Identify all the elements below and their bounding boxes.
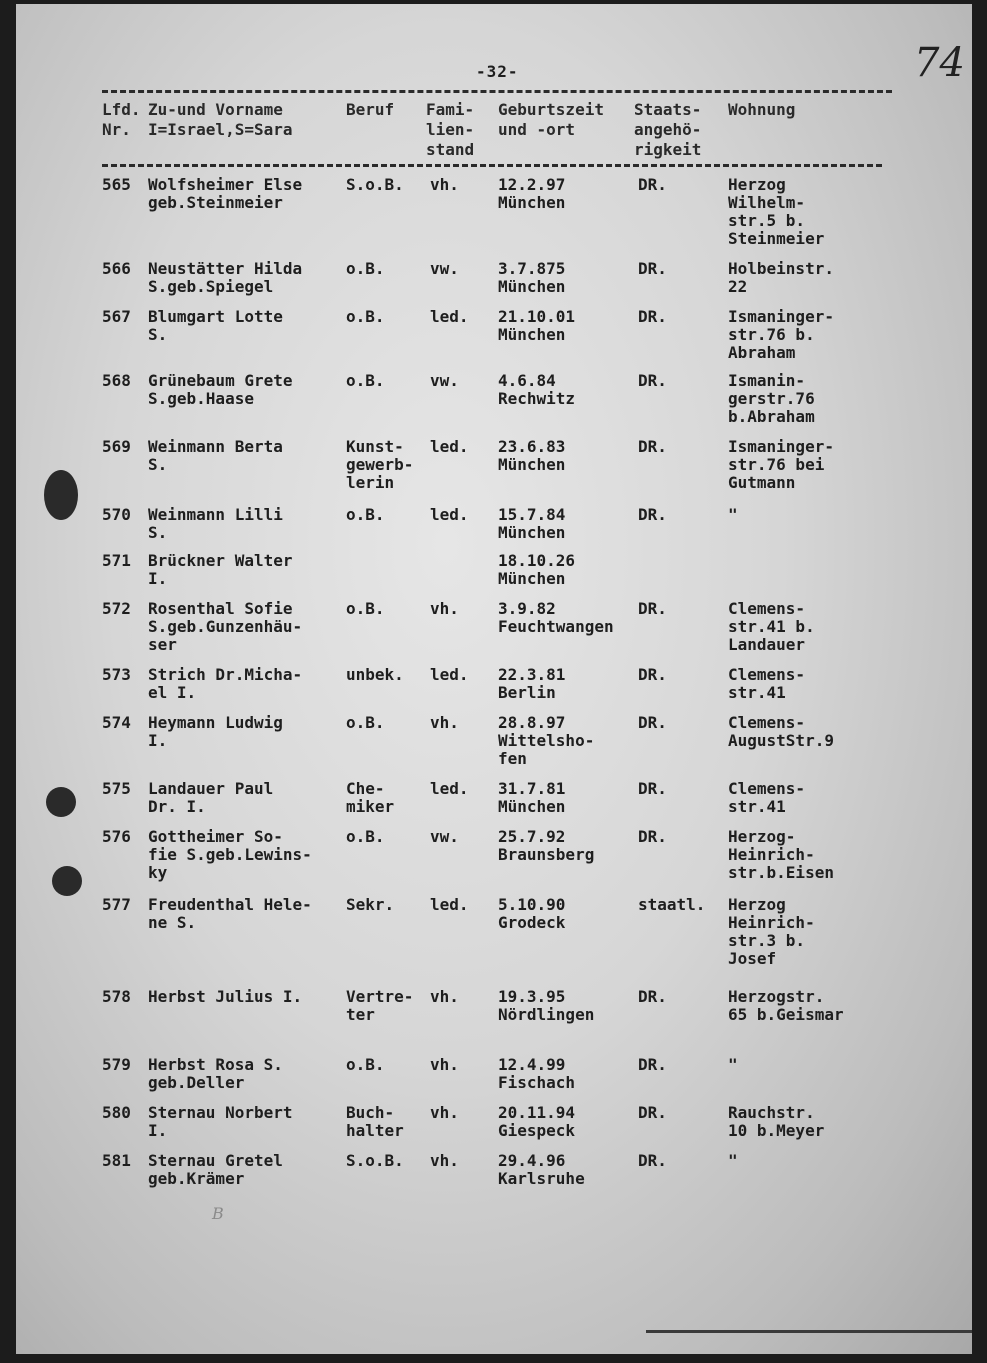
cell-staat: DR.: [638, 665, 667, 684]
header-beruf: Beruf: [346, 100, 395, 119]
cell-geb: 12.4.99 Fischach: [498, 1055, 576, 1092]
cell-beruf: Vertre- ter: [346, 987, 414, 1024]
cell-wohn: ": [728, 1055, 738, 1074]
cell-geb: 15.7.84 München: [498, 505, 566, 542]
header-geburt: Geburtszeit und -ort: [498, 100, 604, 139]
cell-geb: 5.10.90 Grodeck: [498, 895, 566, 932]
cell-geb: 12.2.97 München: [498, 175, 566, 212]
header-top-rule: [102, 90, 892, 93]
cell-fam: led.: [430, 779, 469, 798]
cell-geb: 25.7.92 Braunsberg: [498, 827, 595, 864]
cell-geb: 18.10.26 München: [498, 551, 576, 588]
cell-wohn: Herzog Heinrich- str.3 b. Josef: [728, 895, 815, 968]
cell-name: Herbst Rosa S. geb.Deller: [148, 1055, 283, 1092]
cell-name: Rosenthal Sofie S.geb.Gunzenhäu- ser: [148, 599, 303, 654]
cell-nr: 581: [102, 1151, 131, 1170]
cell-wohn: ": [728, 505, 738, 524]
cell-name: Herbst Julius I.: [148, 987, 303, 1006]
punch-hole: [44, 470, 78, 520]
cell-geb: 22.3.81 Berlin: [498, 665, 566, 702]
cell-nr: 567: [102, 307, 131, 326]
cell-wohn: Herzog- Heinrich- str.b.Eisen: [728, 827, 834, 882]
cell-beruf: Sekr.: [346, 895, 395, 914]
cell-name: Brückner Walter I.: [148, 551, 293, 588]
cell-staat: DR.: [638, 259, 667, 278]
cell-nr: 579: [102, 1055, 131, 1074]
header-nr: Lfd. Nr.: [102, 100, 141, 139]
cell-fam: vh.: [430, 175, 459, 194]
cell-fam: vh.: [430, 987, 459, 1006]
cell-fam: vw.: [430, 827, 459, 846]
cell-beruf: o.B.: [346, 713, 385, 732]
cell-wohn: Clemens- str.41: [728, 779, 806, 816]
cell-wohn: Rauchstr. 10 b.Meyer: [728, 1103, 825, 1140]
cell-staat: staatl.: [638, 895, 706, 914]
cell-beruf: o.B.: [346, 505, 385, 524]
header-familienstand: Fami- lien- stand: [426, 100, 475, 159]
cell-geb: 21.10.01 München: [498, 307, 576, 344]
cell-fam: vh.: [430, 1055, 459, 1074]
page-edge-line: [646, 1330, 972, 1333]
pencil-mark: B: [212, 1204, 224, 1223]
cell-fam: vh.: [430, 599, 459, 618]
header-bottom-rule: [102, 164, 882, 167]
cell-beruf: Che- miker: [346, 779, 395, 816]
punch-hole: [52, 866, 82, 896]
cell-nr: 572: [102, 599, 131, 618]
cell-staat: DR.: [638, 1103, 667, 1122]
cell-fam: vw.: [430, 259, 459, 278]
cell-fam: led.: [430, 437, 469, 456]
cell-nr: 568: [102, 371, 131, 390]
cell-name: Sternau Gretel geb.Krämer: [148, 1151, 283, 1188]
cell-beruf: S.o.B.: [346, 1151, 404, 1170]
cell-nr: 574: [102, 713, 131, 732]
cell-staat: DR.: [638, 1055, 667, 1074]
cell-staat: DR.: [638, 371, 667, 390]
header-wohnung: Wohnung: [728, 100, 796, 119]
cell-nr: 578: [102, 987, 131, 1006]
handwritten-folio-number: 74: [914, 40, 965, 86]
cell-staat: DR.: [638, 779, 667, 798]
cell-staat: DR.: [638, 505, 667, 524]
cell-geb: 20.11.94 Giespeck: [498, 1103, 576, 1140]
cell-fam: led.: [430, 895, 469, 914]
cell-staat: DR.: [638, 175, 667, 194]
cell-staat: DR.: [638, 987, 667, 1006]
cell-staat: DR.: [638, 713, 667, 732]
cell-beruf: o.B.: [346, 307, 385, 326]
cell-nr: 576: [102, 827, 131, 846]
cell-nr: 575: [102, 779, 131, 798]
cell-wohn: Ismanin- gerstr.76 b.Abraham: [728, 371, 815, 426]
cell-nr: 569: [102, 437, 131, 456]
cell-geb: 3.9.82 Feuchtwangen: [498, 599, 614, 636]
cell-staat: DR.: [638, 827, 667, 846]
cell-fam: vh.: [430, 1151, 459, 1170]
cell-staat: DR.: [638, 437, 667, 456]
cell-staat: DR.: [638, 1151, 667, 1170]
cell-wohn: Holbeinstr. 22: [728, 259, 834, 296]
document-page: [16, 4, 972, 1354]
cell-wohn: Clemens- str.41 b. Landauer: [728, 599, 815, 654]
punch-hole: [46, 787, 76, 817]
cell-fam: vh.: [430, 1103, 459, 1122]
cell-beruf: unbek.: [346, 665, 404, 684]
cell-beruf: o.B.: [346, 1055, 385, 1074]
cell-name: Weinmann Lilli S.: [148, 505, 283, 542]
cell-beruf: S.o.B.: [346, 175, 404, 194]
cell-nr: 580: [102, 1103, 131, 1122]
cell-staat: DR.: [638, 307, 667, 326]
cell-beruf: o.B.: [346, 827, 385, 846]
cell-beruf: o.B.: [346, 259, 385, 278]
cell-name: Sternau Norbert I.: [148, 1103, 293, 1140]
cell-fam: vh.: [430, 713, 459, 732]
cell-nr: 573: [102, 665, 131, 684]
page-number: -32-: [476, 62, 519, 81]
cell-geb: 4.6.84 Rechwitz: [498, 371, 576, 408]
cell-nr: 566: [102, 259, 131, 278]
cell-wohn: Herzog Wilhelm- str.5 b. Steinmeier: [728, 175, 825, 248]
cell-beruf: o.B.: [346, 371, 385, 390]
cell-geb: 23.6.83 München: [498, 437, 566, 474]
cell-name: Neustätter Hilda S.geb.Spiegel: [148, 259, 303, 296]
cell-geb: 3.7.875 München: [498, 259, 566, 296]
cell-wohn: ": [728, 1151, 738, 1170]
cell-name: Freudenthal Hele- ne S.: [148, 895, 312, 932]
cell-staat: DR.: [638, 599, 667, 618]
cell-name: Wolfsheimer Else geb.Steinmeier: [148, 175, 303, 212]
header-staatsangehoerigkeit: Staats- angehö- rigkeit: [634, 100, 702, 159]
cell-fam: led.: [430, 505, 469, 524]
cell-wohn: Ismaninger- str.76 bei Gutmann: [728, 437, 834, 492]
cell-beruf: Buch- halter: [346, 1103, 404, 1140]
cell-nr: 565: [102, 175, 131, 194]
cell-fam: led.: [430, 307, 469, 326]
cell-nr: 570: [102, 505, 131, 524]
cell-geb: 29.4.96 Karlsruhe: [498, 1151, 585, 1188]
cell-beruf: o.B.: [346, 599, 385, 618]
cell-geb: 31.7.81 München: [498, 779, 566, 816]
cell-name: Strich Dr.Micha- el I.: [148, 665, 303, 702]
cell-beruf: Kunst- gewerb- lerin: [346, 437, 414, 492]
cell-name: Blumgart Lotte S.: [148, 307, 283, 344]
cell-wohn: Clemens- str.41: [728, 665, 806, 702]
cell-name: Gottheimer So- fie S.geb.Lewins- ky: [148, 827, 312, 882]
cell-nr: 577: [102, 895, 131, 914]
cell-nr: 571: [102, 551, 131, 570]
header-name: Zu-und Vorname I=Israel,S=Sara: [148, 100, 293, 139]
cell-wohn: Ismaninger- str.76 b. Abraham: [728, 307, 834, 362]
cell-geb: 28.8.97 Wittelsho- fen: [498, 713, 595, 768]
cell-wohn: Herzogstr. 65 b.Geismar: [728, 987, 844, 1024]
cell-name: Weinmann Berta S.: [148, 437, 283, 474]
cell-name: Heymann Ludwig I.: [148, 713, 283, 750]
cell-fam: vw.: [430, 371, 459, 390]
cell-fam: led.: [430, 665, 469, 684]
cell-name: Grünebaum Grete S.geb.Haase: [148, 371, 293, 408]
cell-geb: 19.3.95 Nördlingen: [498, 987, 595, 1024]
cell-wohn: Clemens- AugustStr.9: [728, 713, 834, 750]
cell-name: Landauer Paul Dr. I.: [148, 779, 274, 816]
